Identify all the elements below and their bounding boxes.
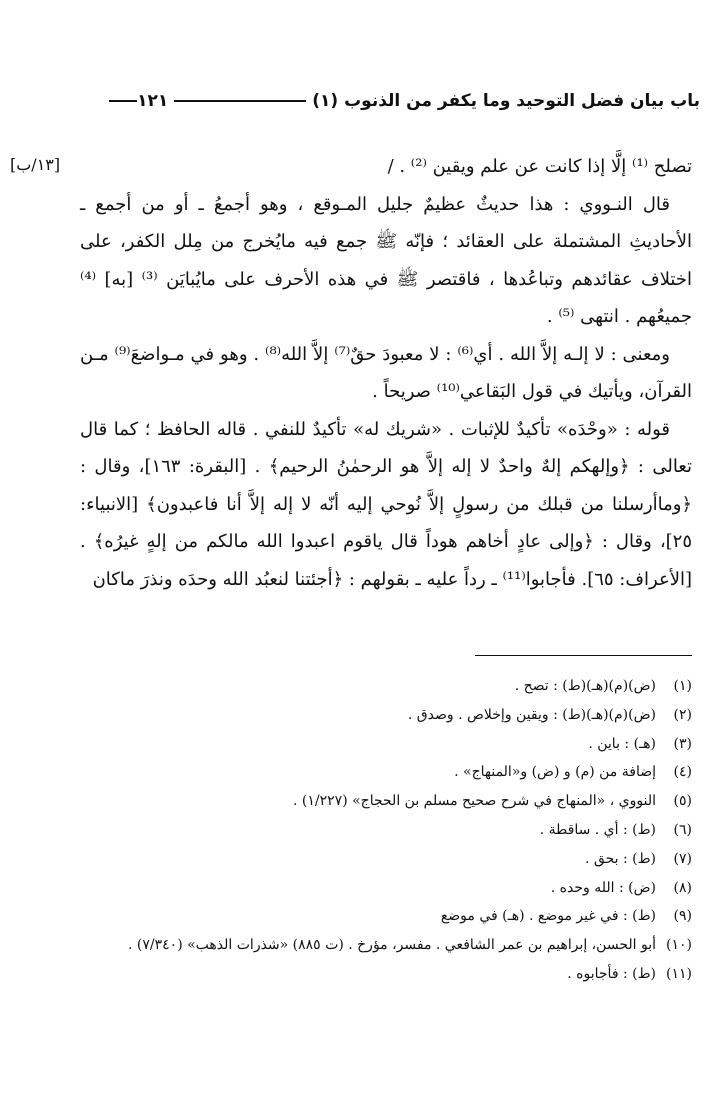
footnote-number: (٢) (673, 706, 692, 723)
footnote (80, 845, 692, 874)
footnote-text: (ط) : بحق . (585, 850, 656, 867)
footnote-text: (ط) : في غير موضع . (هـ) في موضع (440, 908, 656, 925)
body-text (80, 148, 692, 628)
footnote-number: (١٠) (666, 937, 692, 954)
footnote-text: أبو الحسن، إبراهيم بن عمر الشافعي . مفسر، مؤرخ . (ت ٨٨٥) «شذرات الذهب» (٧/٣٤٠) . (128, 937, 656, 954)
footnote (80, 758, 692, 787)
footnote (80, 787, 692, 816)
footnote-number: (١) (673, 678, 692, 694)
running-header (88, 86, 700, 116)
footnote-separator (475, 655, 692, 656)
body-paragraph: تصلح ⁽¹⁾ إلَّا إذا كانت عن علم ويقين ⁽²⁾ . / (387, 156, 692, 177)
footnote-number: (١١) (666, 965, 692, 982)
footnote-number: (٣) (673, 735, 692, 752)
footnote (80, 931, 692, 960)
footnote-number: (٥) (673, 793, 692, 810)
body-paragraph: ومعنى : لا إلـه إلاَّ الله . أي⁽⁶⁾ : لا معبودَ حقٌ⁽⁷⁾ إلاَّ الله⁽⁸⁾ . وهو في مـواضعَ⁽⁹⁾ مـن القرآن، ويأتيك في قول البَقاعي⁽¹⁰⁾ صريحاً . (80, 343, 692, 402)
footnote-text: (هـ) : باين . (588, 735, 656, 752)
footnote-text: (ض) : الله وحده . (550, 879, 656, 896)
footnote-number: (٩) (673, 908, 692, 925)
footnote-number: (٧) (673, 850, 692, 867)
chapter-title: باب بيان فضل التوحيد وما يكفر من الذنوب (١) (312, 91, 700, 111)
footnote-number: (٤) (673, 764, 692, 781)
footnote-text: (ط) : فأجابوه . (567, 965, 656, 982)
footnote (80, 960, 692, 989)
header-rule (174, 100, 306, 102)
footnote (80, 730, 692, 759)
footnote-text: (ض)(م)(هـ)(ط) : ويقين وإخلاص . وصدق . (407, 706, 656, 723)
footnote-text: (ط) : أي . ساقطة . (539, 821, 656, 838)
footnote (80, 672, 692, 701)
footnote (80, 701, 692, 730)
manuscript-folio-reference: [١٣/ب] (10, 155, 61, 174)
page-number: ١٢١ (137, 91, 169, 111)
footnote-number: (٦) (673, 821, 692, 838)
footnote (80, 816, 692, 845)
footnotes (80, 672, 692, 1032)
footnote (80, 874, 692, 903)
footnote-text: إضافة من (م) و (ض) و«المنهاج» . (454, 764, 656, 781)
footnote-number: (٨) (673, 879, 692, 896)
footnote (80, 902, 692, 931)
header-rule-tail (109, 100, 137, 102)
footnote-text: النووي ، «المنهاج في شرح صحيح مسلم بن الحجاج» (١/٢٢٧) . (293, 793, 656, 810)
footnote-text: (ض)(م)(هـ)(ط) : تصح . (514, 678, 656, 694)
body-paragraph: قوله : «وحْدَه» تأكيدٌ للإثبات . «شريك له» تأكيدٌ للنفي . قاله الحافظ ؛ كما قال تعالى : ﴿وإلهكم إلهٌ واحدٌ لا إله إلاَّ هو الرحمٰنُ الرحيم﴾ . [البقرة: ١٦٣]، وقال : ﴿وماأرسلنا من قبلك من رسولٍ إلاَّ نُوحي إليه أنّه لا إله إلاَّ أنا فاعبدون﴾ [الانبياء: ٢٥]، وقال : ﴿وإلى عادٍ أخاهم هوداً قال ياقوم اعبدوا الله مالكم من إلهٍ غيرُه﴾ . [الأعراف: ٦٥]. فأجابوا⁽¹¹⁾ ـ رداً عليه ـ بقولهم : ﴿أجئتنا لنعبُد الله وحدَه ونذرَ ماكان (80, 418, 692, 590)
body-paragraph: قال النـووي : هذا حديثٌ عظيمٌ جليل المـوقع ، وهو أجمعُ ـ أو من أجمع ـ الأحاديثِ المشتملة على العقائد ؛ فإنّه ﷺ جمع فيه مايُخرج من مِلل الكفر، على اختلاف عقائدهم وتباعُدها ، فاقتصر ﷺ في هذه الأحرف على مايُبايَن ⁽³⁾ [به] ⁽⁴⁾ جميعُهم . انتهى ⁽⁵⁾ . (80, 193, 692, 327)
